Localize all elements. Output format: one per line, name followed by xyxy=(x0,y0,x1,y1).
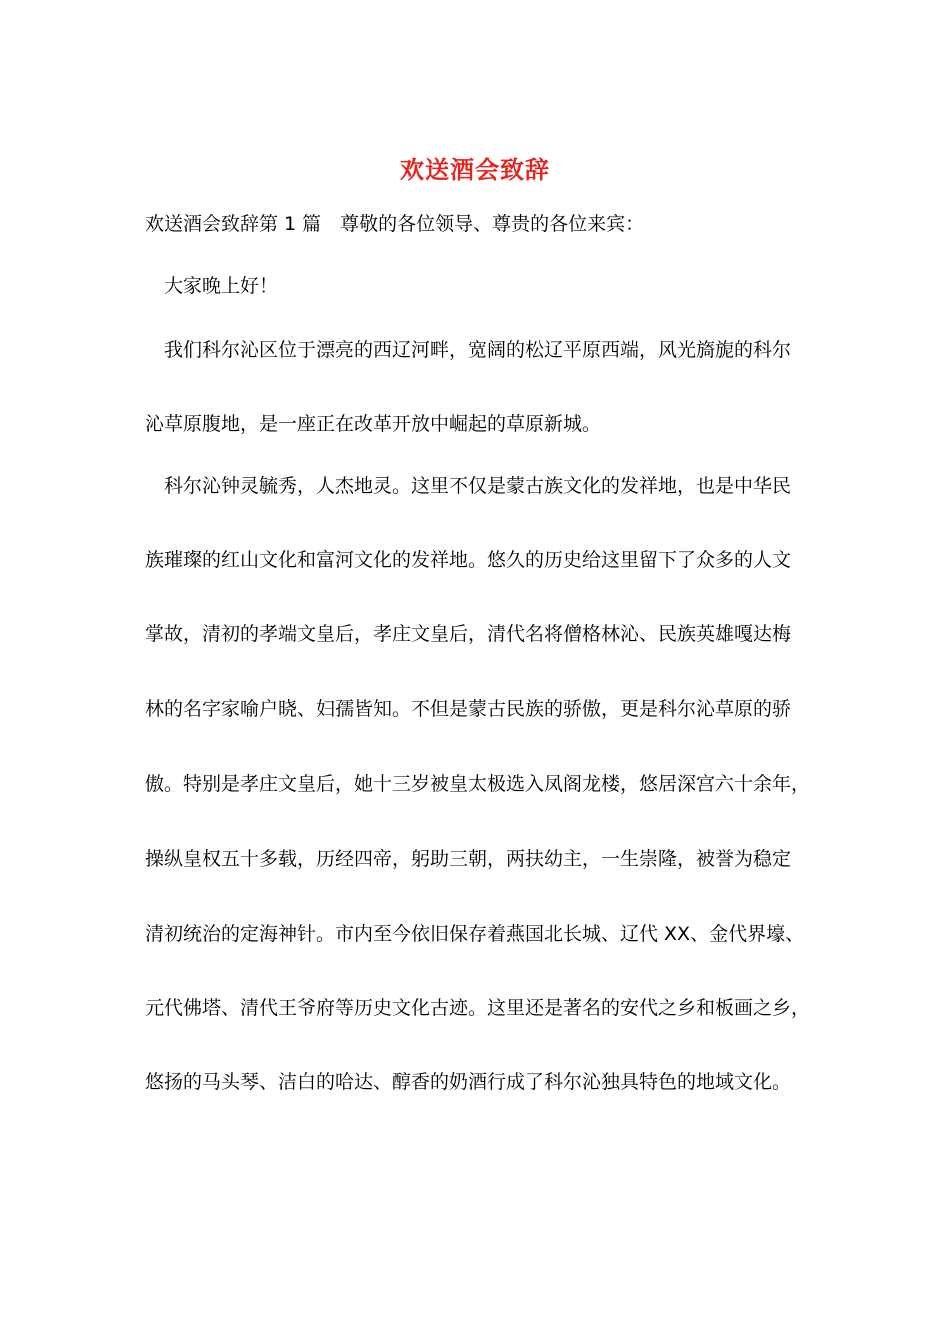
paragraph-line: 欢送酒会致辞第 1 篇 尊敬的各位领导、尊贵的各位来宾： xyxy=(145,213,645,235)
paragraph-line: 操纵皇权五十多载，历经四帝，躬助三朝，两扶幼主，一生崇隆，被誉为稳定 xyxy=(145,848,792,870)
document-title: 欢送酒会致辞 xyxy=(400,155,550,184)
paragraph-line: 掌故，清初的孝端文皇后，孝庄文皇后，清代名将僧格林沁、民族英雄嘎达梅 xyxy=(145,623,792,645)
paragraph-line: 我们科尔沁区位于漂亮的西辽河畔，宽阔的松辽平原西端，风光旖旎的科尔 xyxy=(164,339,792,361)
paragraph-line: 清初统治的定海神针。市内至今依旧保存着燕国北长城、辽代 XX、金代界壕、 xyxy=(145,923,805,945)
paragraph-line: 傲。特别是孝庄文皇后，她十三岁被皇太极选入凤阁龙楼，悠居深宫六十余年， xyxy=(145,773,811,795)
paragraph-line: 大家晚上好！ xyxy=(164,275,279,297)
paragraph-line: 科尔沁钟灵毓秀，人杰地灵。这里不仅是蒙古族文化的发祥地，也是中华民 xyxy=(164,475,792,497)
paragraph-line: 族璀璨的红山文化和富河文化的发祥地。悠久的历史给这里留下了众多的人文 xyxy=(145,549,792,571)
paragraph-line: 悠扬的马头琴、洁白的哈达、醇香的奶酒行成了科尔沁独具特色的地域文化。 xyxy=(145,1071,792,1093)
paragraph-line: 林的名字家喻户晓、妇孺皆知。不但是蒙古民族的骄傲，更是科尔沁草原的骄 xyxy=(145,698,792,720)
paragraph-line: 元代佛塔、清代王爷府等历史文化古迹。这里还是著名的安代之乡和板画之乡， xyxy=(145,997,811,1019)
paragraph-line: 沁草原腹地，是一座正在改革开放中崛起的草原新城。 xyxy=(145,413,602,435)
